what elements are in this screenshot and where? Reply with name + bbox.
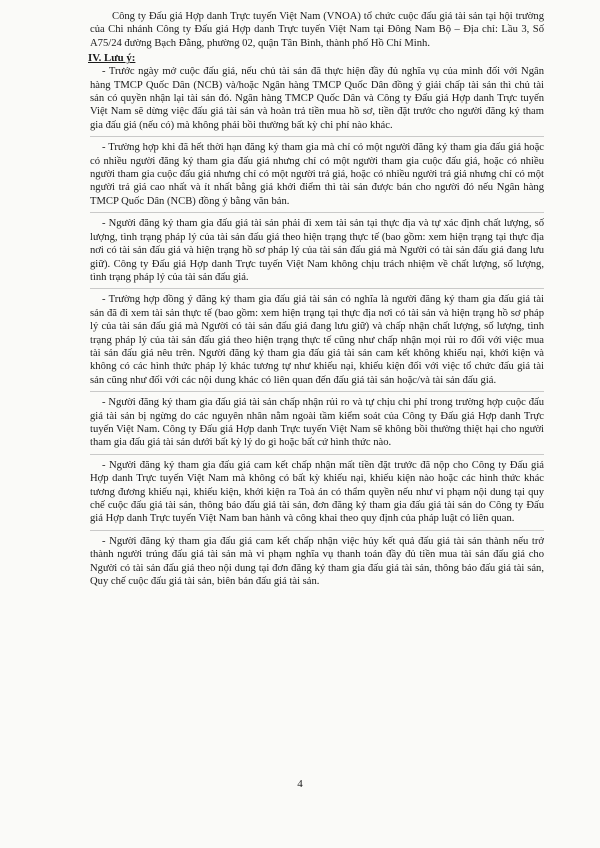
- note-item: - Trường hợp khi đã hết thời hạn đăng ký tham gia mà chỉ có một người đăng ký tham gia đấu giá hoặc có nhiều người đăng ký tham gia đấu giá nhưng chỉ có một người tham gia cuộc đấu giá, hoặc có nhiều người tham gia cuộc đấu giá nhưng chỉ có một người trả giá, hoặc có nhiều người trả giá nhưng chỉ có một người trả giá cao nhất và ít nhất bằng giá khởi điểm thì tài sản được bán cho người đó nếu Ngân hàng TMCP Quốc Dân (NCB) đồng ý bằng văn bản.: [90, 141, 544, 213]
- section-heading: IV. Lưu ý:: [88, 52, 136, 65]
- note-item: - Trước ngày mở cuộc đấu giá, nếu chủ tài sản đã thực hiện đầy đủ nghĩa vụ của mình đối với Ngân hàng TMCP Quốc Dân (NCB) và/hoặc Ngân hàng TMCP Quốc Dân đồng ý giải chấp tài sản thì chủ tài sản có quyền nhận lại tài sản đó. Ngân hàng TMCP Quốc Dân và Công ty Đấu giá Hợp danh Trực tuyến Việt Nam sẽ dừng việc đấu giá tài sản và hoàn trả tiền mua hồ sơ, tiền đặt trước cho người đăng ký tham gia đấu giá (nếu có) mà không phải bồi thường bất kỳ chi phí nào khác.: [90, 65, 544, 137]
- note-item: - Người đăng ký tham gia đấu giá tài sản chấp nhận rủi ro và tự chịu chi phí trong trường hợp cuộc đấu giá tài sản bị ngừng do các nguyên nhân nằm ngoài tầm kiểm soát của Công ty Đấu giá Hợp danh Trực tuyến Việt Nam. Công ty Đấu giá Hợp danh Trực tuyến Việt Nam sẽ không bồi thường thiệt hại cho người tham gia đấu giá tài sản dưới bất kỳ lý do gì hoặc bất cứ hình thức nào.: [90, 396, 544, 455]
- page-number: 4: [297, 778, 303, 790]
- intro-paragraph: Công ty Đấu giá Hợp danh Trực tuyến Việt Nam (VNOA) tổ chức cuộc đấu giá tài sản tại hội trường của Chi nhánh Công ty Đấu giá Hợp danh Trực tuyến Việt Nam tại Đông Nam Bộ – Địa chỉ: Lầu 3, Số A75/24 đường Bạch Đằng, phường 02, quận Tân Bình, thành phố Hồ Chí Minh.: [90, 11, 544, 49]
- note-item: - Người đăng ký tham gia đấu giá tài sản phải đi xem tài sản tại thực địa và tự xác định chất lượng, số lượng, tình trạng pháp lý của tài sản đấu giá theo hiện trạng thực tế (bao gồm: xem hiện trạng tại thực địa nơi có tài sản đấu giá và hiện trạng hồ sơ pháp lý của tài sản đấu giá mà Người có tài sản đấu giá đang lưu giữ). Công ty Đấu giá Hợp danh Trực tuyến Việt Nam không chịu trách nhiệm về chất lượng, số lượng, tình trạng pháp lý của tài sản đấu giá.: [90, 217, 544, 289]
- note-item: - Trường hợp đồng ý đăng ký tham gia đấu giá tài sản có nghĩa là người đăng ký tham gia đấu giá tài sản đã đi xem tài sản thực tế (bao gồm: xem hiện trạng tại thực địa nơi có tài sản và hiện trạng hồ sơ pháp lý của tài sản đấu giá mà Người có tài sản đấu giá đang lưu giữ) và chấp nhận chất lượng, số lượng, tình trạng pháp lý của tài sản đấu giá theo hiện trạng thực tế cũng như chấp nhận mọi rủi ro đối với việc mua tài sản đấu giá nêu trên. Người đăng ký tham gia đấu giá tài sản cam kết không khiếu nại, khởi kiện và không có các hình thức pháp lý khác tương tự như khiếu nại, khiếu kiện đối với việc tổ chức đấu giá tài sản cũng như đối với các nội dung khác có liên quan đến đấu giá tài sản hoặc/và tài sản đấu giá.: [90, 293, 544, 392]
- note-item: - Người đăng ký tham gia đấu giá cam kết chấp nhận việc hủy kết quả đấu giá tài sản thành nếu trở thành người trúng đấu giá tài sản mà vi phạm nghĩa vụ thanh toán đầy đủ tiền mua tài sản đấu giá cho Người có tài sản đấu giá theo nội dung tại đơn đăng ký tham gia đấu giá tài sản, thông báo đấu giá tài sản, Quy chế cuộc đấu giá tài sản, biên bản đấu giá tài sản.: [90, 535, 544, 588]
- note-item: - Người đăng ký tham gia đấu giá cam kết chấp nhận mất tiền đặt trước đã nộp cho Công ty Đấu giá Hợp danh Trực tuyến Việt Nam mà không có bất kỳ khiếu nại, khiếu kiện nào hoặc các hình thức khác tương đương khiếu nại, khiếu kiện, khởi kiện ra Toà án có thẩm quyền nếu như vi phạm nội dung tại quy chế cuộc đấu giá tài sản, thông báo đấu giá tài sản, đơn đăng ký tham gia đấu giá tài sản do Công ty Đấu giá Hợp danh Trực tuyến Việt Nam ban hành và công khai theo quy định của pháp luật có liên quan.: [90, 459, 544, 531]
